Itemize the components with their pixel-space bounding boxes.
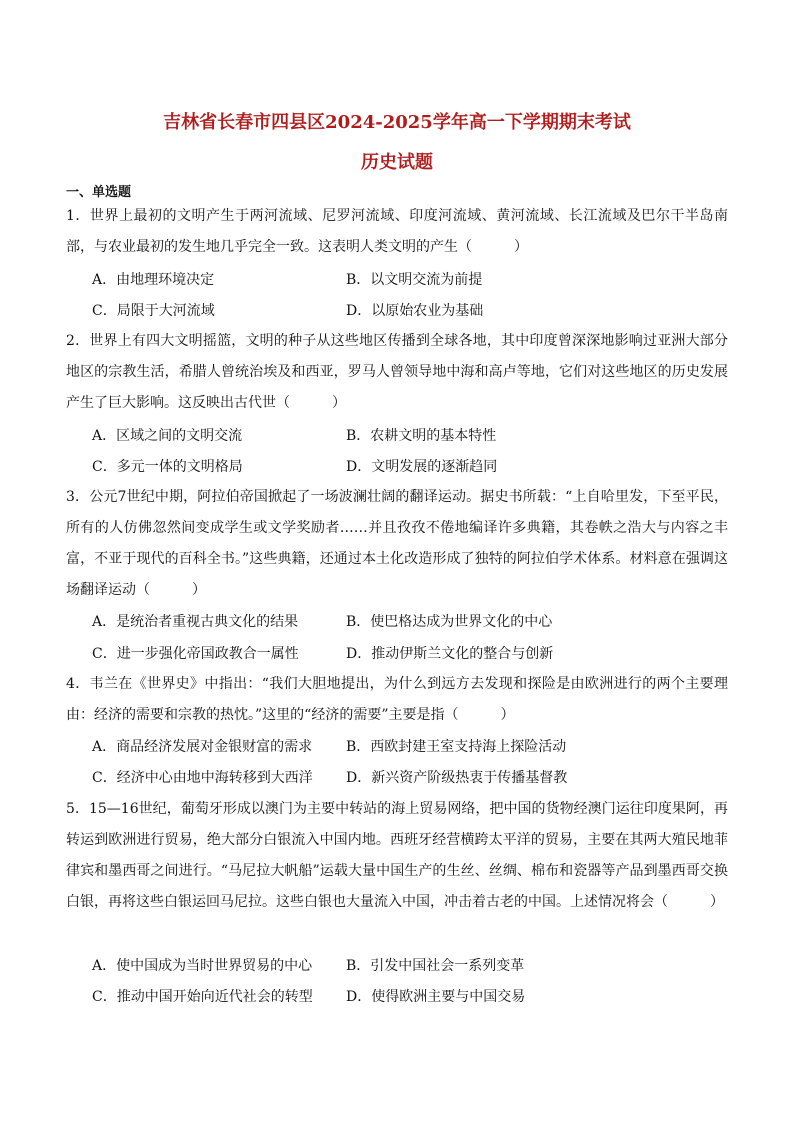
question-4-option-d[interactable]: D．新兴资产阶级热衷于传播基督教: [346, 770, 568, 786]
question-1-option-d[interactable]: D．以原始农业为基础: [346, 303, 484, 319]
question-3-option-b[interactable]: B．使巴格达成为世界文化的中心: [346, 614, 553, 630]
question-1-option-c[interactable]: C．局限于大河流域: [92, 303, 215, 319]
question-5-option-a[interactable]: A．使中国成为当时世界贸易的中心: [92, 958, 313, 974]
question-4-option-a[interactable]: A．商品经济发展对金银财富的需求: [92, 739, 313, 755]
question-2-option-c[interactable]: C．多元一体的文明格局: [92, 459, 243, 475]
question-4-stem: 4．韦兰在《世界史》中指出：“我们大胆地提出，为什么到远方去发现和探险是由欧洲进行的两个主要理由：经济的需要和宗教的热忱。”这里的“经济的需要”主要是指（ ）: [66, 676, 728, 723]
question-5-option-c[interactable]: C．推动中国开始向近代社会的转型: [92, 989, 313, 1005]
question-5-option-b[interactable]: B．引发中国社会一系列变革: [346, 958, 525, 974]
question-3-option-c[interactable]: C．进一步强化帝国政教合一属性: [92, 646, 299, 662]
question-2-option-b[interactable]: B．农耕文明的基本特性: [346, 428, 497, 444]
question-3-stem: 3．公元7世纪中期，阿拉伯帝国掀起了一场波澜壮阔的翻译运动。据史书所载：“上自哈里发，下至平民，所有的人仿佛忽然间变成学生或文学奖励者……并且孜孜不倦地编译许多典籍，其卷帙之浩大与内容之丰富，不亚于现代的百科全书。”这些典籍，还通过本土化改造形成了独特的阿拉伯学术体系。材料意在强调这场翻译运动（ ）: [66, 489, 728, 598]
question-1-option-a[interactable]: A．由地理环境决定: [92, 272, 215, 288]
question-1-stem: 1．世界上最初的文明产生于两河流域、尼罗河流域、印度河流域、黄河流域、长江流域及巴尔干半岛南部，与农业最初的发生地几乎完全一致。这表明人类文明的产生（ ）: [66, 208, 728, 255]
question-1-option-b[interactable]: B．以文明交流为前提: [346, 272, 483, 288]
question-2-option-a[interactable]: A．区域之间的文明交流: [92, 428, 243, 444]
question-3-option-a[interactable]: A．是统治者重视古典文化的结果: [92, 614, 299, 630]
question-2-option-d[interactable]: D．文明发展的逐渐趋同: [346, 459, 498, 475]
question-2-stem: 2．世界上有四大文明摇篮，文明的种子从这些地区传播到全球各地，其中印度曾深深地影响过亚洲大部分地区的宗教生活，希腊人曾统治埃及和西亚，罗马人曾领导地中海和高卢等地，它们对这些地区的历史发展产生了巨大影响。这反映出古代世（ ）: [66, 333, 728, 411]
question-5-option-d[interactable]: D．使得欧洲主要与中国交易: [346, 989, 526, 1005]
exam-subtitle: 历史试题: [361, 152, 433, 173]
exam-title: 吉林省长春市四县区2024-2025学年高一下学期期末考试: [163, 112, 631, 133]
question-4-option-c[interactable]: C．经济中心由地中海转移到大西洋: [92, 770, 313, 786]
question-4-option-b[interactable]: B．西欧封建王室支持海上探险活动: [346, 739, 567, 755]
question-5-stem: 5．15—16世纪，葡萄牙形成以澳门为主要中转站的海上贸易网络，把中国的货物经澳门运往印度果阿，再转运到欧洲进行贸易，绝大部分白银流入中国内地。西班牙经营横跨太平洋的贸易，主要在其两大殖民地菲律宾和墨西哥之间进行。“马尼拉大帆船”运载大量中国生产的生丝、丝绸、棉布和瓷器等产品到墨西哥交换白银，再将这些白银运回马尼拉。这些白银也大量流入中国，冲击着古老的中国。上述情况将会（ ）: [66, 801, 728, 910]
section-heading: 一、单选题: [66, 185, 132, 200]
question-3-option-d[interactable]: D．推动伊斯兰文化的整合与创新: [346, 646, 554, 662]
